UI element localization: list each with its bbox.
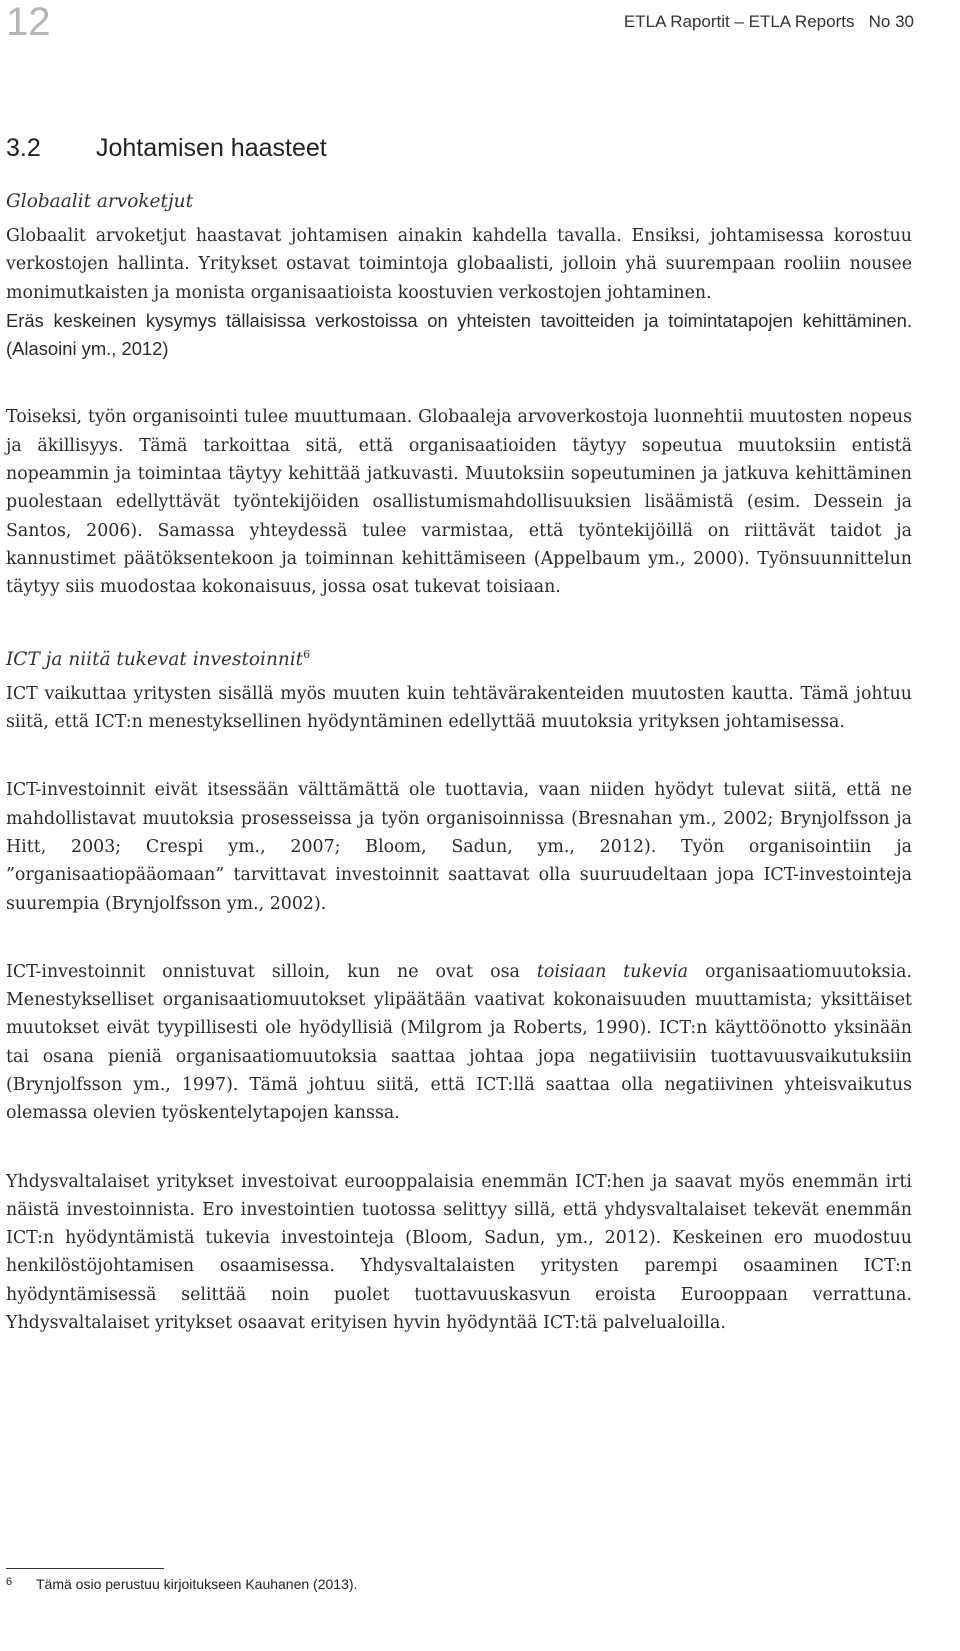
paragraph-ict-4: Yhdysvaltalaiset yritykset investoivat eurooppalaisia enemmän ICT:hen ja saavat myös enemmän irti näistä investoinnista. Ero investointien tuotossa selittyy sillä, että yhdysvaltalaiset tekevät enemmän ICT:n hyödyntämistä tukevia investointeja (Bloom, Sadun, ym., 2012). Keskeinen ero muodostuu henkilöstöjohtamisen osaamisessa. Yhdysvaltalaisten yritysten parempi osaaminen ICT:n hyödyntämisessä selittää noin puolet tuottavuuskasvun eroista Eurooppaan verrattuna. Yhdysvaltalaiset yritykset osaavat erityisen hyvin hyödyntää ICT:tä palvelualoilla. [6,1171,912,1334]
footnote-marker: 6 [303,647,311,661]
paragraph-ict-2: ICT-investoinnit eivät itsessään välttämättä ole tuottavia, vaan niiden hyödyt tulevat siitä, että ne mahdollistavat muutoksia prosesseissa ja työn organisoinnissa (Bresnahan ym., 2002; Brynjolfsson ja Hitt, 2003; Crespi ym., 2007; Bloom, Sadun, ym., 2012). Työn organisointiin ja ”organisaatiopääomaan” tarvittavat investoinnit saattavat olla suuruudeltaan jopa ICT-investointeja suurempia (Brynjolfsson ym., 2002). [6,780,912,914]
subheading-global-value-chains: Globaalit arvoketjut [6,191,194,212]
footnote-number: 6 [6,1576,13,1588]
paragraph-ict-1: ICT vaikuttaa yritysten sisällä myös muuten kuin tehtävärakenteiden muutosten kautta. Tämä johtuu siitä, että ICT:n menestyksellinen hyödyntäminen edellyttää muutoksia yrityksen johtamisessa. [6,683,912,733]
subheading-ict-title: ICT ja niitä tukevat investoinnit [6,648,304,670]
paragraph-ict-3-before: ICT-investoinnit onnistuvat silloin, kun ne ovat osa [6,961,537,982]
paragraph-global-2: Toiseksi, työn organisointi tulee muuttumaan. Globaaleja arvoverkostoja luonnehtii muutosten nopeus ja äkillisyys. Tämä tarkoittaa sitä, että organisaatioiden täytyy sopeutua muutoksiin entistä nopeammin ja toimintaa täytyy kehittää jatkuvasti. Muutoksiin sopeutuminen ja jatkuva kehittäminen puolestaan edellyttävät työntekijöiden osallistumismahdollisuuksien lisäämistä (esim. Dessein ja Santos, 2006). Samassa yhteydessä tulee varmistaa, että työntekijöillä on riittävät taidot ja kannustimet päätöksentekoon ja toiminnan kehittämiseen (Appelbaum ym., 2000). Työnsuunnittelun täytyy siis muodostaa kokonaisuus, jossa osat tukevat toisiaan. [6,407,912,598]
running-head: ETLA Raportit – ETLA Reports No 30 [623,12,914,31]
paragraph-ict-3 [6,958,912,1128]
section-heading [6,134,912,163]
footnote-divider [6,1568,164,1569]
paragraph-ict-3-emphasis: toisiaan tukevia [536,961,689,982]
paragraph-global-1-sans: Eräs keskeinen kysymys tällaisissa verkostoissa on yhteisten tavoitteiden ja toimintatapojen kehittäminen. (Alasoini ym., 2012) [6,309,912,360]
section-title: Johtamisen haasteet [96,134,327,162]
page-body [6,134,912,1359]
subheading-ict-investments [6,648,912,670]
page-number: 12 [6,0,51,44]
section-number: 3.2 [6,134,41,162]
paragraph-global-1 [6,222,912,307]
footnote [6,1576,357,1592]
paragraph-ict-3-after: organisaatiomuutoksia. Menestykselliset organisaatiomuutokset ylipäätään vaativat kokonaisuuden muuttamista; yksittäiset muutokset eivät tyypillisesti ole hyödyllisiä (Milgrom ja Roberts, 1990). ICT:n käyttöönotto yksinään tai osana pieniä organisaatiomuutoksia saattaa johtaa jopa negatiivisiin tuottavuusvaikutuksiin (Brynjolfsson ym., 1997). Tämä johtuu siitä, että ICT:llä saattaa olla negatiivinen yhteisvaikutus olemassa olevien työskentelytapojen kanssa. [6,961,913,1124]
footnote-text: Tämä osio perustuu kirjoitukseen Kauhanen (2013). [36,1576,358,1592]
paragraph-global-1-serif: Globaalit arvoketjut haastavat johtamisen ainakin kahdella tavalla. Ensiksi, johtamisessa korostuu verkostojen hallinta. Yritykset ostavat toimintoja globaalisti, jolloin yhä suurempaan rooliin nousee monimutkaisten ja monista organisaatioista koostuvien verkostojen johtaminen. [6,226,912,303]
